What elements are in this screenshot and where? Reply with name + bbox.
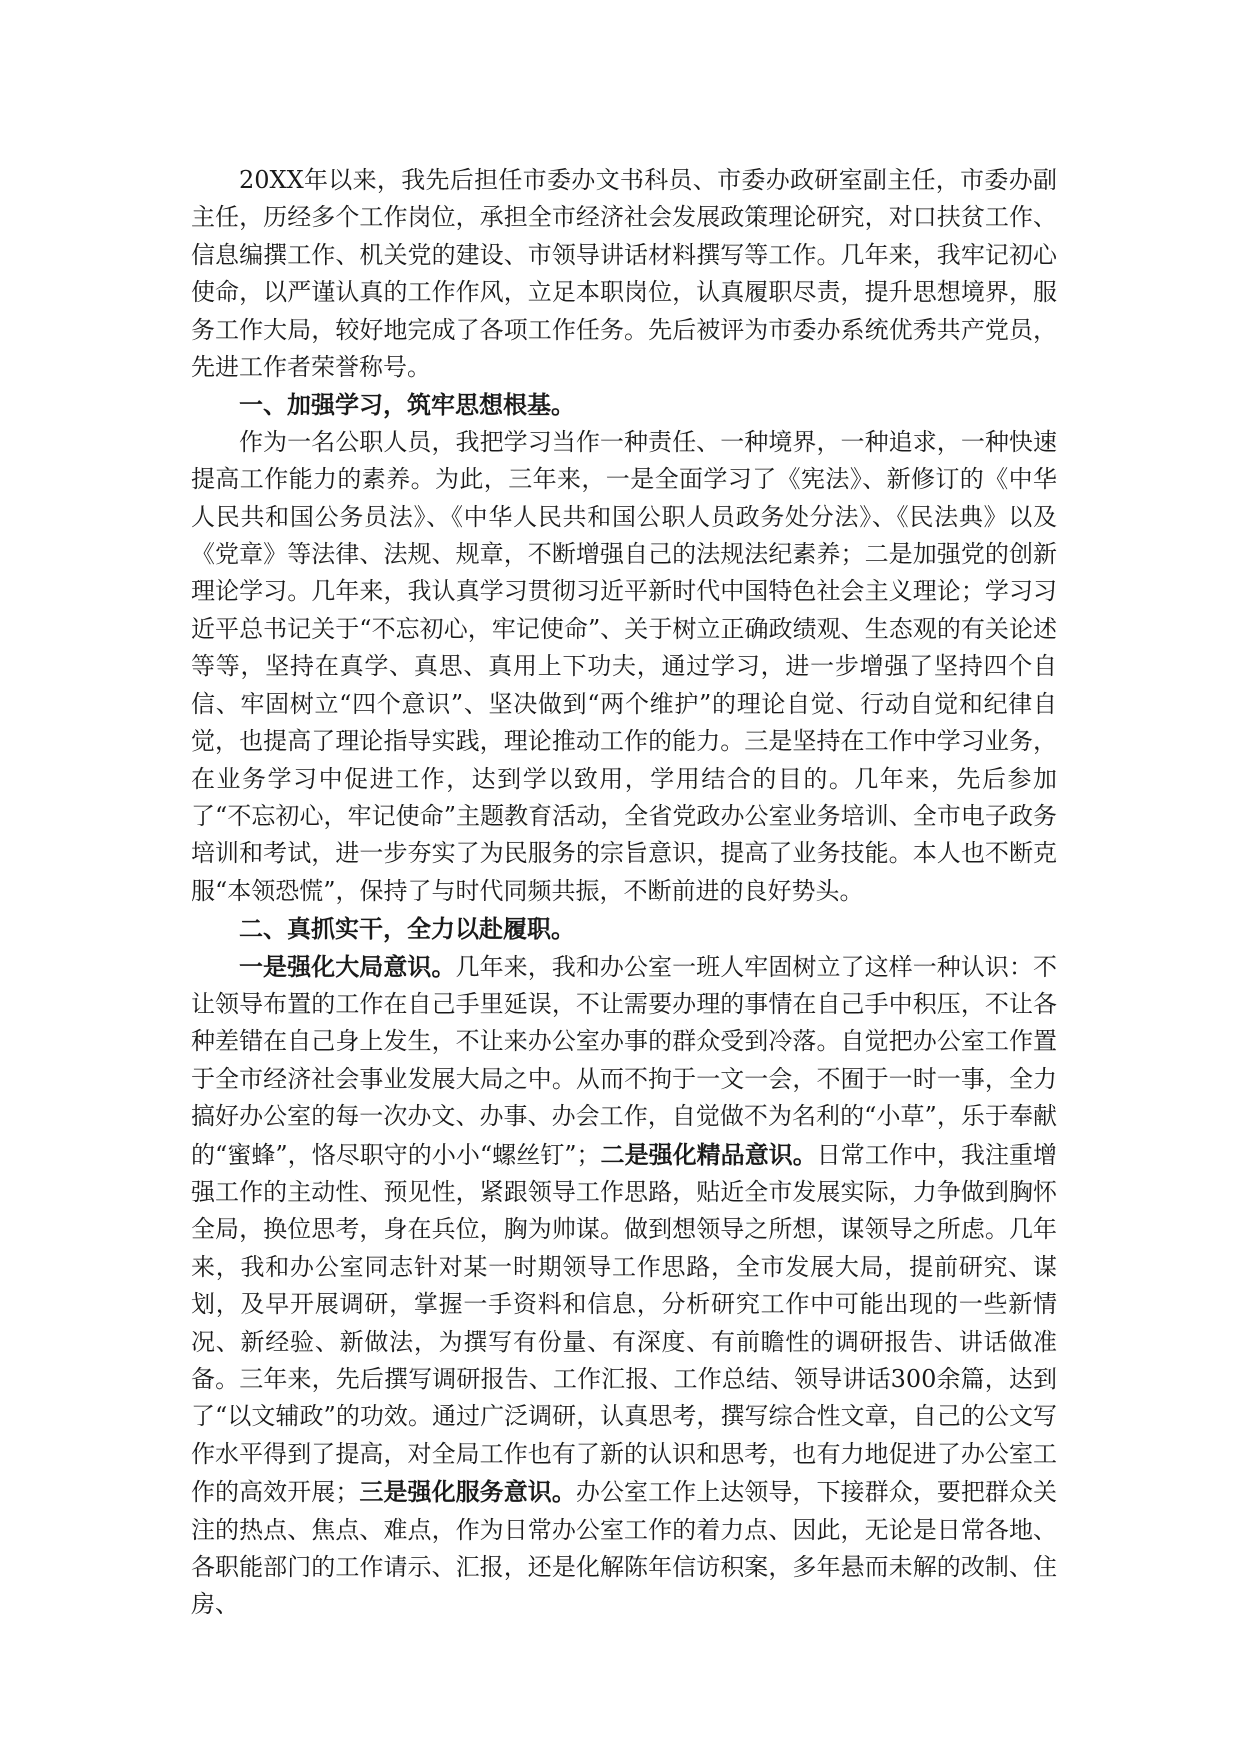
text-service: 办公室工作上达领导，下接群众，要把群众关注的热点、焦点、难点，作为日常办公室工作的着力点、因此，无论是日常各地、各职能部门的工作请示、汇报，还是化解陈年信访积案，多年悬而未解的改制、住房、 <box>191 1478 1058 1619</box>
text-quality: 日常工作中，我注重增强工作的主动性、预见性，紧跟领导工作思路，贴近全市发展实际，力争做到胸怀全局，换位思考，身在兵位，胸为帅谋。做到想领导之所想，谋领导之所虑。几年来，我和办公室同志针对某一时期领导工作思路，全市发展大局，提前研究、谋划，及早开展调研，掌握一手资料和信息，分析研究工作中可能出现的一些新情况、新经验、新做法，为撰写有份量、有深度、有前瞻性的调研报告、讲话做准备。三年来，先后撰写调研报告、工作汇报、工作总结、领导讲话300余篇，达到了“以文辅政”的功效。通过广泛调研，认真思考，撰写综合性文章，自己的公文写作水平得到了提高，对全局工作也有了新的认识和思考，也有力地促进了办公室工作的高效开展； <box>191 1140 1058 1507</box>
lead-big-picture: 一是强化大局意识。 <box>239 951 456 981</box>
intro-paragraph: 20XX年以来，我先后担任市委办文书科员、市委办政研室副主任，市委办副主任，历经多个工作岗位，承担全市经济社会发展政策理论研究，对口扶贫工作、信息编撰工作、机关党的建设、市领导讲话材料撰写等工作。几年来，我牢记初心使命，以严谨认真的工作作风，立足本职岗位，认真履职尽责，提升思想境界，服务工作大局，较好地完成了各项工作任务。先后被评为市委办系统优秀共产党员，先进工作者荣誉称号。 <box>191 166 1057 382</box>
section-2-body <box>191 948 1057 1624</box>
document-page <box>191 162 1057 1624</box>
lead-quality: 二是强化精品意识。 <box>600 1139 817 1169</box>
section-2-heading: 二、真抓实干，全力以赴履职。 <box>239 914 575 944</box>
text-big-picture: 几年来，我和办公室一班人牢固树立了这样一种认识：不让领导布置的工作在自己手里延误，不让需要办理的事情在自己手中积压，不让各种差错在自己身上发生，不让来办公室办事的群众受到冷落。自觉把办公室工作置于全市经济社会事业发展大局之中。从而不拘于一文一会，不囿于一时一事，全力搞好办公室的每一次办文、办事、办会工作，自觉做不为名利的“小草”，乐于奉献的“蜜蜂”，恪尽职守的小小“螺丝钉”； <box>191 952 1057 1169</box>
lead-service: 三是强化服务意识。 <box>359 1477 576 1507</box>
section-1-heading: 一、加强学习，筑牢思想根基。 <box>239 390 575 420</box>
section-1-body: 作为一名公职人员，我把学习当作一种责任、一种境界，一种追求，一种快速提高工作能力的素养。为此，三年来，一是全面学习了《宪法》、新修订的《中华人民共和国公务员法》、《中华人民共和国公职人员政务处分法》、《民法典》以及《党章》等法律、法规、规章，不断增强自己的法规法纪素养；二是加强党的创新理论学习。几年来，我认真学习贯彻习近平新时代中国特色社会主义理论；学习习近平总书记关于“不忘初心，牢记使命”、关于树立正确政绩观、生态观的有关论述等等，坚持在真学、真思、真用上下功夫，通过学习，进一步增强了坚持四个自信、牢固树立“四个意识”、坚决做到“两个维护”的理论自觉、行动自觉和纪律自觉，也提高了理论指导实践，理论推动工作的能力。三是坚持在工作中学习业务，在业务学习中促进工作，达到学以致用，学用结合的目的。几年来，先后参加了“不忘初心，牢记使命”主题教育活动，全省党政办公室业务培训、全市电子政务培训和考试，进一步夯实了为民服务的宗旨意识，提高了业务技能。本人也不断克服“本领恐慌”，保持了与时代同频共振，不断前进的良好势头。 <box>191 427 1057 905</box>
